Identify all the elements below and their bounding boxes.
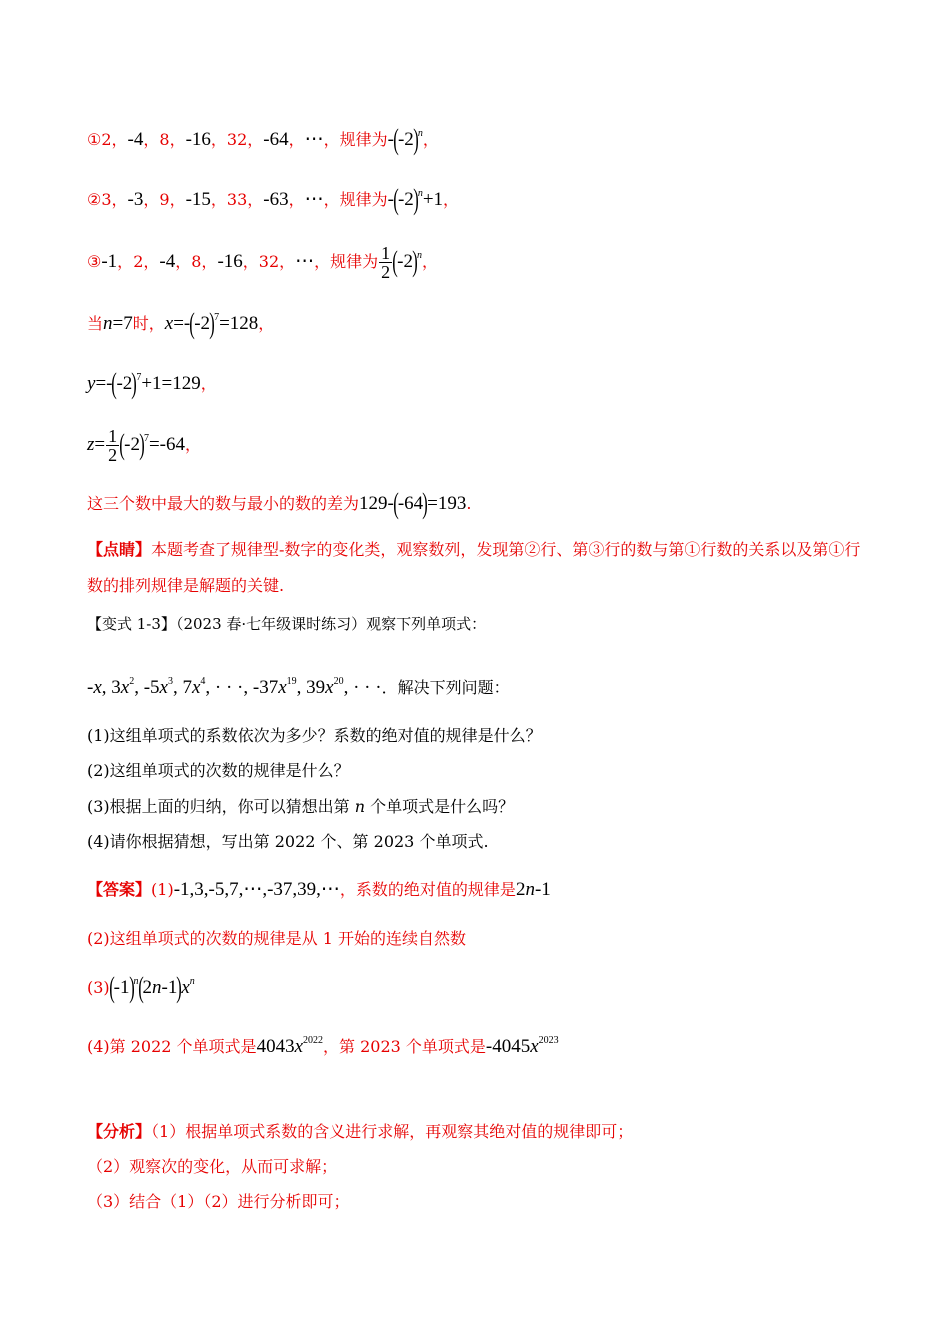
math: $4043x^{2022}$ xyxy=(256,1035,323,1057)
tip-text: 本题考查了规律型-数字的变化类，观察数列，发现第②行、第③行的数与第①行数的关系以及第①行数的排列规律是解题的关键. xyxy=(87,540,861,595)
fraction: $\frac{1}{2}$ xyxy=(108,426,118,465)
variant-text: 观察下列单项式： xyxy=(366,615,487,633)
variant-source: （2023 春·七年级课时练习） xyxy=(175,615,367,633)
analysis-text: （2）观察次的变化，从而可求解； xyxy=(87,1157,338,1176)
math: $x=-(-2)^7=128$ xyxy=(164,307,259,340)
analysis-label: 【分析】 xyxy=(87,1122,152,1141)
sequence-line xyxy=(87,677,510,699)
analysis-3 xyxy=(87,1191,350,1213)
math: 129-(-64)=193 xyxy=(359,487,467,520)
question-text: (1)这组单项式的系数依次为多少？系数的绝对值的规律是什么？ xyxy=(87,726,542,745)
rule-2-term: 33 xyxy=(226,190,248,209)
rule-3-term: 8 xyxy=(191,251,202,271)
answer-label: 【答案】 xyxy=(87,880,152,899)
question-1 xyxy=(87,725,542,747)
question-text: 个单项式是什么吗？ xyxy=(370,797,515,816)
rule-2-tail: ，规律为 xyxy=(323,190,388,209)
rule-1-line: ①2，-4，8，-16，32，-64，⋯，规律为$-(-2)^n$， xyxy=(87,123,439,156)
math: $\frac{1}{2}$ $(-2)^n$ xyxy=(381,243,422,282)
question-text: (2)这组单项式的次数的规律是什么？ xyxy=(87,761,350,780)
question-2 xyxy=(87,760,350,782)
analysis-text: （1）根据单项式系数的含义进行求解，再观察其绝对值的规律即可； xyxy=(151,1122,634,1141)
math: -4 xyxy=(127,129,144,150)
answer-text: (2)这组单项式的次数的规律是从 1 开始的连续自然数 xyxy=(87,929,467,948)
math: $-(-2)^n$ xyxy=(387,123,423,156)
rule-3-term: 2 xyxy=(133,251,144,271)
question-4 xyxy=(87,831,489,853)
math: -64 xyxy=(263,129,289,150)
math: $-4045x^{2023}$ xyxy=(485,1035,559,1057)
answer-2 xyxy=(87,928,466,950)
rule-3-end: ， xyxy=(422,251,439,271)
math: -1 xyxy=(101,250,118,272)
rule-1-lead: ①2， xyxy=(87,130,128,149)
question-text: (4)请你根据猜想，写出第 2022 个、第 2023 个单项式. xyxy=(87,832,489,851)
difference-end: . xyxy=(466,494,472,513)
math: -63 xyxy=(263,189,289,210)
tip-label: 【点睛】 xyxy=(87,540,152,559)
math: -15 xyxy=(185,189,211,210)
rule-3-lead: ③ xyxy=(87,251,102,271)
math: -4 xyxy=(159,250,176,272)
variant-label: 【变式 1-3】 xyxy=(87,615,176,633)
math: $-(-2)^n+1$ xyxy=(387,183,444,216)
ellipsis: ⋯ xyxy=(295,250,315,272)
z-end: ， xyxy=(185,434,202,454)
variant-header xyxy=(87,613,486,635)
y-line xyxy=(87,367,217,400)
math: -3 xyxy=(127,189,144,210)
fraction: $\frac{1}{2}$ xyxy=(381,243,391,282)
rule-3-tail: ，规律为 xyxy=(314,251,379,271)
answer-1 xyxy=(87,879,551,901)
math: -16 xyxy=(185,129,211,150)
math: 2n-1 xyxy=(515,879,551,900)
difference-line xyxy=(87,487,472,520)
rule-1-term: 32 xyxy=(226,130,248,149)
when-text: 当 xyxy=(87,314,104,333)
sequence-tail: ．解决下列问题： xyxy=(381,678,510,697)
answer-4 xyxy=(87,1036,559,1058)
rule-3-line: ③-1，2，-4，8，-16，32，⋯，规律为 $\frac{1}{2}$ $(-2)^n$， xyxy=(87,243,439,282)
rule-2-lead: ②3， xyxy=(87,190,128,209)
math: $y=-(-2)^7+1=129$ xyxy=(87,367,201,400)
answer-3 xyxy=(87,971,195,1004)
tip-paragraph xyxy=(87,532,867,604)
math: z= $\frac{1}{2}$ $(-2)^7=-64$ xyxy=(87,426,185,465)
rule-2-end: ， xyxy=(443,190,460,209)
rule-1-tail: ，规律为 xyxy=(323,130,388,149)
math: =7 xyxy=(112,313,133,334)
ellipsis: ⋯ xyxy=(304,189,324,210)
when-line xyxy=(87,307,275,340)
y-end: ， xyxy=(200,374,217,393)
difference-text: 这三个数中最大的数与最小的数的差为 xyxy=(87,494,360,513)
math: $(-1)^n(2n-1)x^n$ xyxy=(108,971,195,1004)
rule-1-term: 8 xyxy=(159,130,170,149)
rule-2-term: 9 xyxy=(159,190,170,209)
analysis-1 xyxy=(87,1121,633,1143)
rule-2-line: ②3，-3，9，-15，33，-63，⋯，规律为$-(-2)^n+1$， xyxy=(87,183,460,216)
math: n xyxy=(354,797,366,816)
math: n xyxy=(103,313,113,334)
ellipsis: ⋯ xyxy=(304,129,324,150)
when-mid: 时， xyxy=(132,314,165,333)
answer-prefix: (1) xyxy=(151,880,174,899)
answer-text: ，第 2023 个单项式是 xyxy=(323,1037,486,1056)
answer-prefix: (3) xyxy=(87,978,110,997)
question-3 xyxy=(87,796,514,818)
analysis-text: （3）结合（1）（2）进行分析即可； xyxy=(87,1192,350,1211)
math: -16 xyxy=(217,250,243,272)
answer-text: (4)第 2022 个单项式是 xyxy=(87,1037,257,1056)
rule-1-end: ， xyxy=(422,130,439,149)
answer-text: ，系数的绝对值的规律是 xyxy=(339,880,516,899)
rule-3-term: 32 xyxy=(258,251,280,271)
math-sequence: -x, $3x^2$, $-5x^3$, $7x^4$, · · ·, $-37x^{19}$, $39x^{20}$, · · · xyxy=(87,676,382,698)
question-text: (3)根据上面的归纳，你可以猜想出第 xyxy=(87,797,350,816)
when-end: ， xyxy=(258,314,275,333)
math: -1,3,-5,7,⋯,-37,39,⋯ xyxy=(173,879,340,900)
analysis-2 xyxy=(87,1156,337,1178)
z-line xyxy=(87,427,201,464)
